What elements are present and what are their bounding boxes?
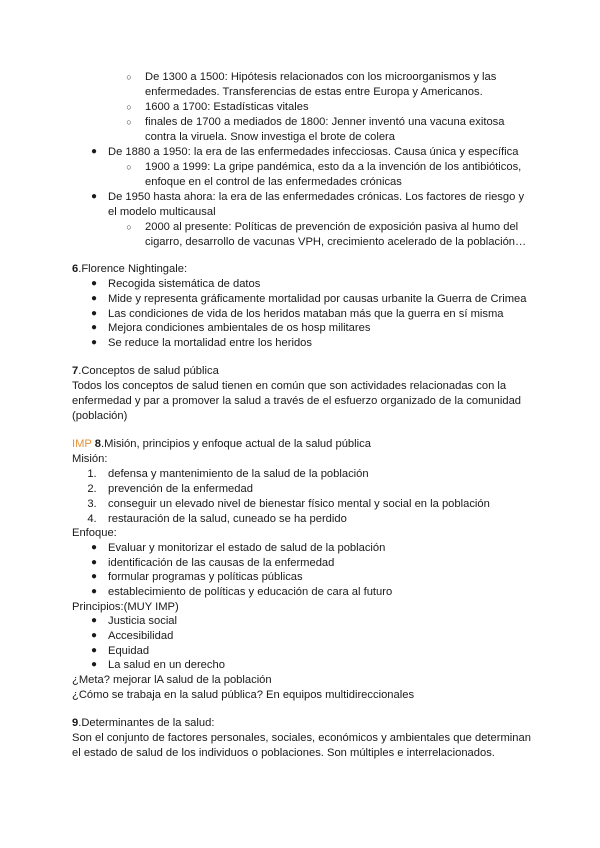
list-item: defensa y mantenimiento de la salud de la población xyxy=(108,468,369,480)
list-item: prevención de la enfermedad xyxy=(108,483,253,495)
list-item: formular programas y políticas públicas xyxy=(108,571,303,583)
bullet-dot-icon: ● xyxy=(90,659,98,670)
list-item: cigarro, desarrollo de vacunas VPH, crecimiento acelerado de la población… xyxy=(145,236,527,248)
list-number: 2. xyxy=(87,483,97,495)
list-item: Recogida sistemática de datos xyxy=(108,278,261,290)
list-item: establecimiento de políticas y educación de cara al futuro xyxy=(108,586,393,598)
list-item: identificación de las causas de la enfermedad xyxy=(108,557,335,569)
section-heading-7 xyxy=(72,364,219,379)
list-number: 1. xyxy=(87,468,97,480)
bullet-dot-icon: ● xyxy=(90,146,98,157)
list-item: finales de 1700 a mediados de 1800: Jenner inventó una vacuna exitosa xyxy=(145,116,505,128)
bullet-dot-icon: ● xyxy=(90,337,98,348)
bullet-dot-icon: ● xyxy=(90,293,98,304)
list-item: restauración de la salud, cuneado se ha perdido xyxy=(108,513,347,525)
list-item: el modelo multicausal xyxy=(108,206,216,218)
section-heading-8 xyxy=(72,437,371,452)
hollow-circle-icon: ○ xyxy=(126,222,132,232)
bullet-dot-icon: ● xyxy=(90,322,98,333)
list-item: Se reduce la mortalidad entre los heridos xyxy=(108,337,312,349)
section-number: 9 xyxy=(72,717,79,729)
bullet-dot-icon: ● xyxy=(90,308,98,319)
paragraph-line: enfermedad y par a promover la salud a través de el esfuerzo organizado de la comunidad xyxy=(72,395,522,407)
list-item: 2000 al presente: Políticas de prevención de exposición pasiva al humo del xyxy=(145,221,519,233)
paragraph-line: Son el conjunto de factores personales, sociales, económicos y ambientales que determinan xyxy=(72,732,531,744)
list-item: La salud en un derecho xyxy=(108,659,225,671)
hollow-circle-icon: ○ xyxy=(126,102,132,112)
meta-line: ¿Meta? mejorar lA salud de la población xyxy=(72,674,272,686)
section-heading-9 xyxy=(72,716,214,731)
list-item: 1600 a 1700: Estadísticas vitales xyxy=(145,101,309,113)
mision-label: Misión: xyxy=(72,453,108,465)
bullet-dot-icon: ● xyxy=(90,542,98,553)
list-item: Mide y representa gráficamente mortalidad por causas urbanite la Guerra de Crimea xyxy=(108,293,527,305)
bullet-dot-icon: ● xyxy=(90,191,98,202)
enfoque-label: Enfoque: xyxy=(72,527,117,539)
list-item: 1900 a 1999: La gripe pandémica, esto da a la invención de los antibióticos, xyxy=(145,161,522,173)
bullet-dot-icon: ● xyxy=(90,278,98,289)
list-item: Equidad xyxy=(108,645,150,657)
list-number: 4. xyxy=(87,513,97,525)
section-number: 7 xyxy=(72,365,79,377)
section-title: .Florence Nightingale: xyxy=(78,263,188,275)
hollow-circle-icon: ○ xyxy=(126,162,132,172)
paragraph-line: el estado de salud de los individuos o poblaciones. Son múltiples e interrelacionados. xyxy=(72,747,495,759)
list-item: enfoque en el control de las enfermedades crónicas xyxy=(145,176,402,188)
list-item: De 1300 a 1500: Hipótesis relacionados con los microorganismos y las xyxy=(145,71,497,83)
bullet-dot-icon: ● xyxy=(90,645,98,656)
hollow-circle-icon: ○ xyxy=(126,72,132,82)
hollow-circle-icon: ○ xyxy=(126,117,132,127)
list-item: Accesibilidad xyxy=(108,630,174,642)
bullet-dot-icon: ● xyxy=(90,571,98,582)
bullet-dot-icon: ● xyxy=(90,586,98,597)
list-item: conseguir un elevado nivel de bienestar físico mental y social en la población xyxy=(108,498,490,510)
list-item: Evaluar y monitorizar el estado de salud de la población xyxy=(108,542,386,554)
list-item: Las condiciones de vida de los heridos mataban más que la guerra en sí misma xyxy=(108,308,504,320)
list-item: De 1950 hasta ahora: la era de las enfermedades crónicas. Los factores de riesgo y xyxy=(108,191,525,203)
como-line: ¿Cómo se trabaja en la salud pública? En equipos multidireccionales xyxy=(72,689,415,701)
bullet-dot-icon: ● xyxy=(90,557,98,568)
list-item: De 1880 a 1950: la era de las enfermedades infecciosas. Causa única y específica xyxy=(108,146,519,158)
section-number: 8 xyxy=(94,438,102,450)
paragraph-line: (población) xyxy=(72,410,128,422)
list-item: contra la viruela. Snow investiga el brote de colera xyxy=(145,131,395,143)
list-item: Mejora condiciones ambientales de os hosp militares xyxy=(108,322,371,334)
list-item: enfermedades. Transferencias de estas entre Europa y Americanos. xyxy=(145,86,483,98)
section-heading-6 xyxy=(72,262,187,277)
list-number: 3. xyxy=(87,498,97,510)
principios-label: Principios:(MUY IMP) xyxy=(72,601,179,613)
imp-tag: IMP xyxy=(72,438,92,450)
list-item: Justicia social xyxy=(108,615,178,627)
section-title: .Determinantes de la salud: xyxy=(78,717,215,729)
paragraph-line: Todos los conceptos de salud tienen en común que son actividades relacionadas con la xyxy=(72,380,507,392)
section-number: 6 xyxy=(72,263,79,275)
bullet-dot-icon: ● xyxy=(90,615,98,626)
section-title: .Misión, principios y enfoque actual de la salud pública xyxy=(101,438,371,450)
bullet-dot-icon: ● xyxy=(90,630,98,641)
section-title: .Conceptos de salud pública xyxy=(78,365,219,377)
